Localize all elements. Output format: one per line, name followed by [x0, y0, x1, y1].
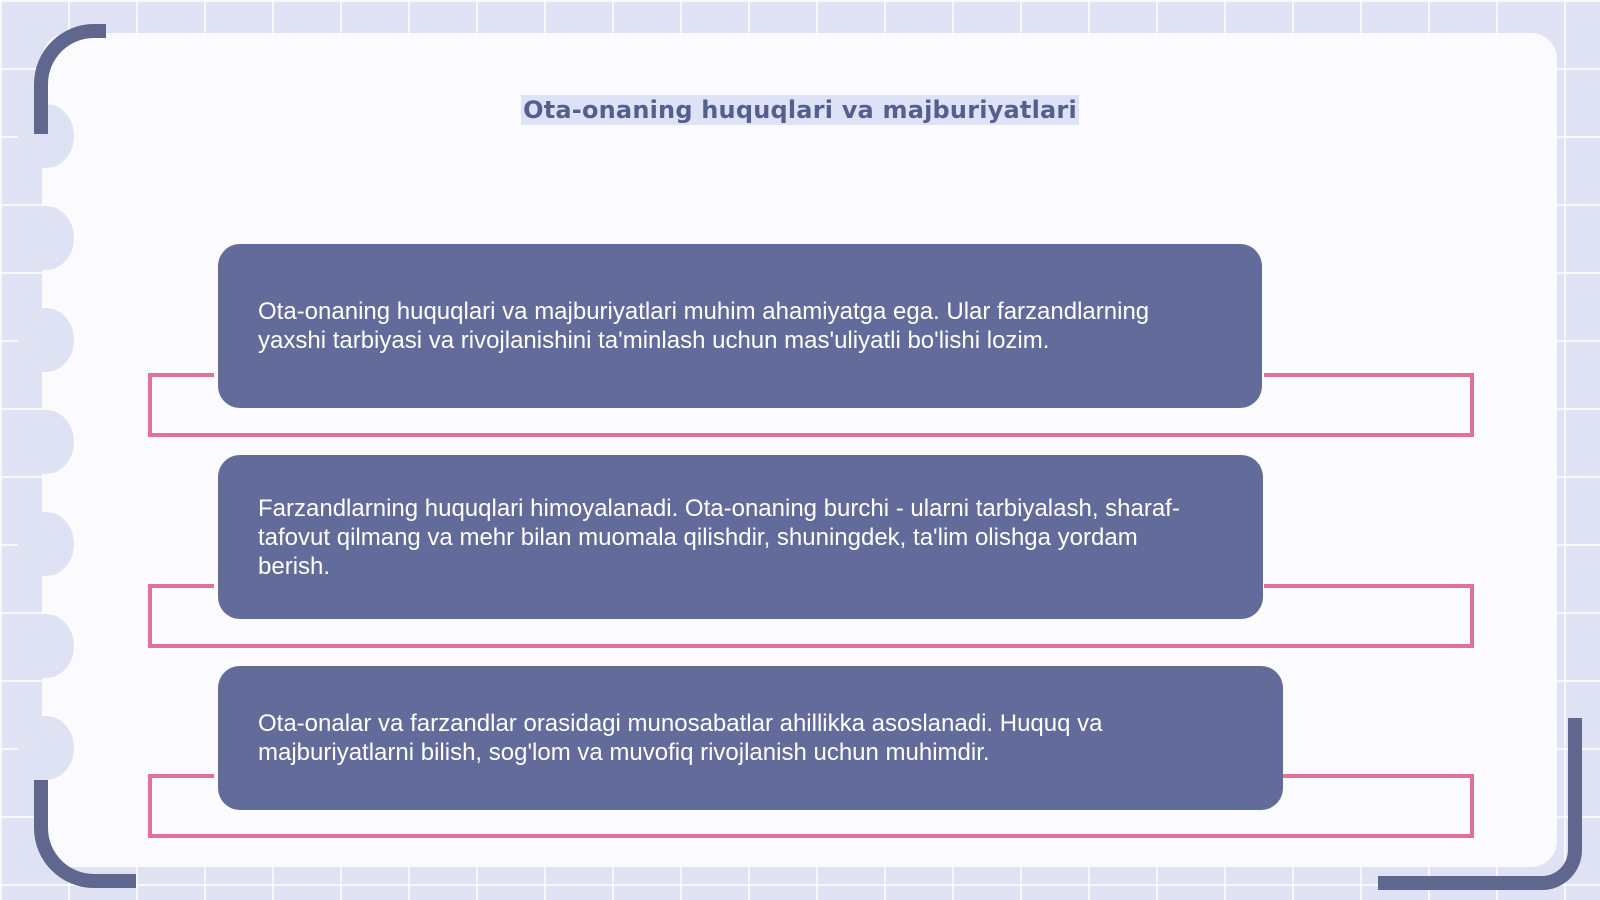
slide-title-text: Ota-onaning huquqlari va majburiyatlari — [523, 96, 1077, 124]
paper-edge-scallop — [18, 308, 74, 372]
paper-edge-scallop — [18, 512, 74, 576]
slide-title — [0, 96, 1600, 124]
info-card-1 — [218, 244, 1262, 408]
paper-edge-scallop — [18, 410, 74, 474]
info-card-2 — [218, 455, 1263, 619]
paper-edge-scallop — [18, 716, 74, 780]
info-card-1-text: Ota-onaning huquqlari va majburiyatlari muhim ahamiyatga ega. Ular farzandlarning yaxshi tarbiyasi va rivojlanishini ta'minlash uchun mas'uliyatli bo'lishi lozim. — [258, 298, 1150, 354]
info-card-3 — [218, 666, 1283, 810]
paper-edge-scallop — [18, 614, 74, 678]
info-card-2-text: Farzandlarning huquqlari himoyalanadi. Ota-onaning burchi - ularni tarbiyalash, sharaf-tafovut qilmang va mehr bilan muomala qilishdir, shuningdek, ta'lim olishga yordam berish. — [258, 494, 1180, 580]
paper-edge-scallop — [18, 206, 74, 270]
corner-bracket-bottom-left — [34, 780, 136, 888]
info-card-3-text: Ota-onalar va farzandlar orasidagi munosabatlar ahillikka asoslanadi. Huquq va majburiyatlarni bilish, sog'lom va muvofiq rivojlanish uchun muhimdir. — [258, 710, 1103, 766]
